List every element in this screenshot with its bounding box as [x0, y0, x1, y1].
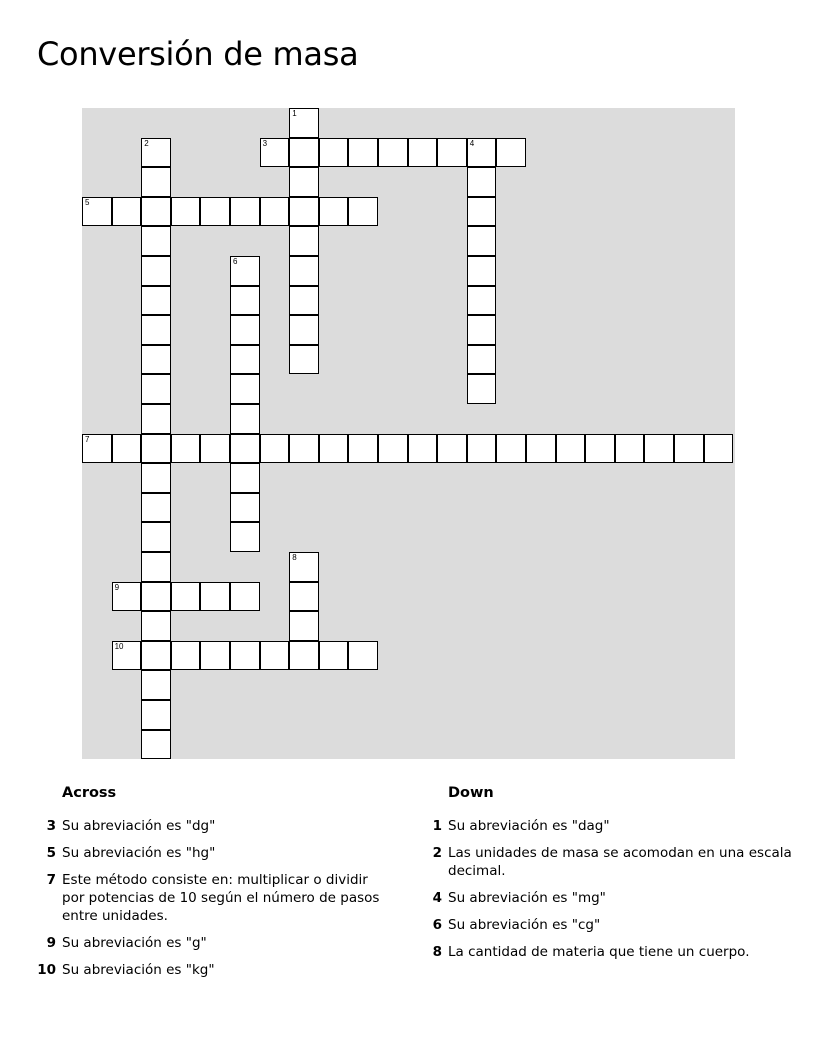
across-clue: [34, 844, 394, 862]
crossword-cell[interactable]: [260, 434, 290, 464]
crossword-cell[interactable]: [289, 256, 319, 286]
clue-text: Su abreviación es "hg": [62, 845, 216, 861]
crossword-cell[interactable]: [319, 197, 349, 227]
crossword-cell[interactable]: [467, 167, 497, 197]
clue-number: 2: [432, 845, 442, 861]
crossword-cell[interactable]: [141, 582, 171, 612]
crossword-cell[interactable]: [467, 315, 497, 345]
crossword-cell[interactable]: [585, 434, 615, 464]
crossword-cell[interactable]: [230, 256, 260, 286]
crossword-cell[interactable]: [467, 256, 497, 286]
crossword-cell[interactable]: [141, 256, 171, 286]
crossword-cell[interactable]: [112, 434, 142, 464]
crossword-cell[interactable]: [141, 493, 171, 523]
crossword-cell[interactable]: [200, 582, 230, 612]
crossword-cell[interactable]: [141, 167, 171, 197]
across-clue: [34, 934, 394, 952]
crossword-cell[interactable]: [171, 197, 201, 227]
crossword-cell[interactable]: [348, 197, 378, 227]
crossword-cell[interactable]: [319, 641, 349, 671]
crossword-cell[interactable]: [141, 611, 171, 641]
clue-text: Su abreviación es "cg": [448, 917, 601, 933]
cell-number: 8: [292, 553, 297, 562]
crossword-cell[interactable]: [141, 286, 171, 316]
crossword-cell[interactable]: [319, 434, 349, 464]
crossword-cell[interactable]: [230, 345, 260, 375]
across-clues: [34, 783, 394, 988]
crossword-cell[interactable]: [289, 286, 319, 316]
clue-text: Su abreviación es "kg": [62, 962, 215, 978]
crossword-cell[interactable]: [141, 522, 171, 552]
crossword-cell[interactable]: [467, 286, 497, 316]
crossword-cell[interactable]: [496, 138, 526, 168]
crossword-cell[interactable]: [171, 641, 201, 671]
crossword-cell[interactable]: [141, 552, 171, 582]
crossword-cell[interactable]: [141, 315, 171, 345]
crossword-cell[interactable]: [644, 434, 674, 464]
crossword-cell[interactable]: [82, 197, 112, 227]
crossword-grid: [82, 108, 735, 759]
across-heading: Across: [62, 785, 117, 801]
crossword-cell[interactable]: [408, 138, 438, 168]
crossword-cell[interactable]: [141, 641, 171, 671]
crossword-cell[interactable]: [200, 434, 230, 464]
crossword-cell[interactable]: [289, 434, 319, 464]
cell-number: 3: [262, 138, 268, 148]
across-clue: [34, 817, 394, 835]
clue-text: Las unidades de masa se acomodan en una escala decimal.: [448, 845, 792, 879]
crossword-cell[interactable]: [230, 374, 260, 404]
down-clues: [420, 783, 792, 970]
cell-number: 7: [85, 434, 90, 444]
crossword-cell[interactable]: [141, 670, 171, 700]
clue-text: Este método consiste en: multiplicar o dividir por potencias de 10 según el número de pasos entre unidades.: [62, 872, 380, 924]
crossword-cell[interactable]: [141, 374, 171, 404]
clue-number: 5: [46, 845, 56, 861]
crossword-cell[interactable]: [82, 434, 112, 464]
cell-number: 5: [85, 197, 90, 207]
crossword-cell[interactable]: [260, 197, 290, 227]
crossword-cell[interactable]: [437, 138, 467, 168]
crossword-cell[interactable]: [141, 345, 171, 375]
crossword-cell[interactable]: [200, 197, 230, 227]
crossword-cell[interactable]: [141, 730, 171, 760]
crossword-cell[interactable]: [141, 700, 171, 730]
crossword-cell[interactable]: [467, 345, 497, 375]
crossword-cell[interactable]: [260, 641, 290, 671]
cell-number: 2: [144, 138, 149, 148]
crossword-cell[interactable]: [348, 138, 378, 168]
crossword-cell[interactable]: [496, 434, 526, 464]
cell-number: 4: [469, 138, 475, 148]
crossword-cell[interactable]: [112, 197, 142, 227]
crossword-cell[interactable]: [230, 434, 260, 464]
crossword-cell[interactable]: [319, 138, 349, 168]
crossword-cell[interactable]: [230, 493, 260, 523]
down-clue: [420, 943, 792, 961]
crossword-cell[interactable]: [230, 463, 260, 493]
crossword-cell[interactable]: [408, 434, 438, 464]
crossword-cell[interactable]: [674, 434, 704, 464]
crossword-cell[interactable]: [289, 641, 319, 671]
down-clue: [420, 889, 792, 907]
crossword-cell[interactable]: [467, 226, 497, 256]
crossword-cell[interactable]: [230, 522, 260, 552]
crossword-cell[interactable]: [289, 226, 319, 256]
crossword-cell[interactable]: [467, 374, 497, 404]
crossword-cell[interactable]: [141, 434, 171, 464]
clue-number: 3: [46, 818, 56, 834]
crossword-cell[interactable]: [260, 138, 290, 168]
crossword-cell[interactable]: [230, 582, 260, 612]
crossword-cell[interactable]: [289, 197, 319, 227]
clue-number: 1: [432, 818, 442, 834]
crossword-cell[interactable]: [230, 404, 260, 434]
crossword-cell[interactable]: [200, 641, 230, 671]
crossword-cell[interactable]: [289, 315, 319, 345]
crossword-cell[interactable]: [289, 345, 319, 375]
crossword-cell[interactable]: [467, 197, 497, 227]
across-clue: [34, 871, 394, 925]
across-clue-list: [34, 817, 394, 979]
cell-number: 1: [292, 109, 297, 118]
crossword-cell[interactable]: [289, 611, 319, 641]
crossword-cell[interactable]: [378, 434, 408, 464]
cell-number: 6: [233, 257, 238, 266]
crossword-cell[interactable]: [289, 552, 319, 582]
down-clue-list: [420, 817, 792, 961]
crossword-cell[interactable]: [556, 434, 586, 464]
down-clue: [420, 844, 792, 880]
crossword-cell[interactable]: [704, 434, 734, 464]
crossword-cell[interactable]: [141, 463, 171, 493]
crossword-cell[interactable]: [348, 434, 378, 464]
crossword-cell[interactable]: [467, 138, 497, 168]
crossword-cell[interactable]: [289, 138, 319, 168]
cell-number: 9: [114, 582, 120, 592]
page-title: Conversión de masa: [37, 35, 359, 73]
crossword-cell[interactable]: [112, 641, 142, 671]
cell-number: 10: [114, 641, 124, 651]
crossword-cell[interactable]: [437, 434, 467, 464]
clue-text: Su abreviación es "mg": [448, 890, 606, 906]
crossword-cell[interactable]: [289, 582, 319, 612]
crossword-cell[interactable]: [230, 286, 260, 316]
crossword-cell[interactable]: [112, 582, 142, 612]
crossword-cell[interactable]: [230, 197, 260, 227]
crossword-cell[interactable]: [141, 404, 171, 434]
clue-number: 10: [37, 962, 56, 978]
crossword-cell[interactable]: [378, 138, 408, 168]
clue-number: 7: [46, 872, 56, 888]
crossword-cell[interactable]: [230, 315, 260, 345]
crossword-cell[interactable]: [289, 108, 319, 138]
clue-text: Su abreviación es "dg": [62, 818, 216, 834]
crossword-cell[interactable]: [171, 434, 201, 464]
crossword-cell[interactable]: [467, 434, 497, 464]
crossword-cell[interactable]: [141, 226, 171, 256]
crossword-cell[interactable]: [230, 641, 260, 671]
clue-text: Su abreviación es "dag": [448, 818, 610, 834]
clue-number: 4: [432, 890, 442, 906]
clue-number: 9: [46, 935, 56, 951]
crossword-cell[interactable]: [526, 434, 556, 464]
crossword-cell[interactable]: [289, 167, 319, 197]
clue-number: 8: [432, 944, 442, 960]
crossword-cell[interactable]: [141, 197, 171, 227]
across-clue: [34, 961, 394, 979]
clue-text: Su abreviación es "g": [62, 935, 207, 951]
crossword-cell[interactable]: [141, 138, 171, 168]
clue-text: La cantidad de materia que tiene un cuerpo.: [448, 944, 750, 960]
down-clue: [420, 916, 792, 934]
crossword-cell[interactable]: [615, 434, 645, 464]
crossword-cell[interactable]: [171, 582, 201, 612]
clue-number: 6: [432, 917, 442, 933]
down-heading: Down: [448, 785, 494, 801]
crossword-cell[interactable]: [348, 641, 378, 671]
down-clue: [420, 817, 792, 835]
